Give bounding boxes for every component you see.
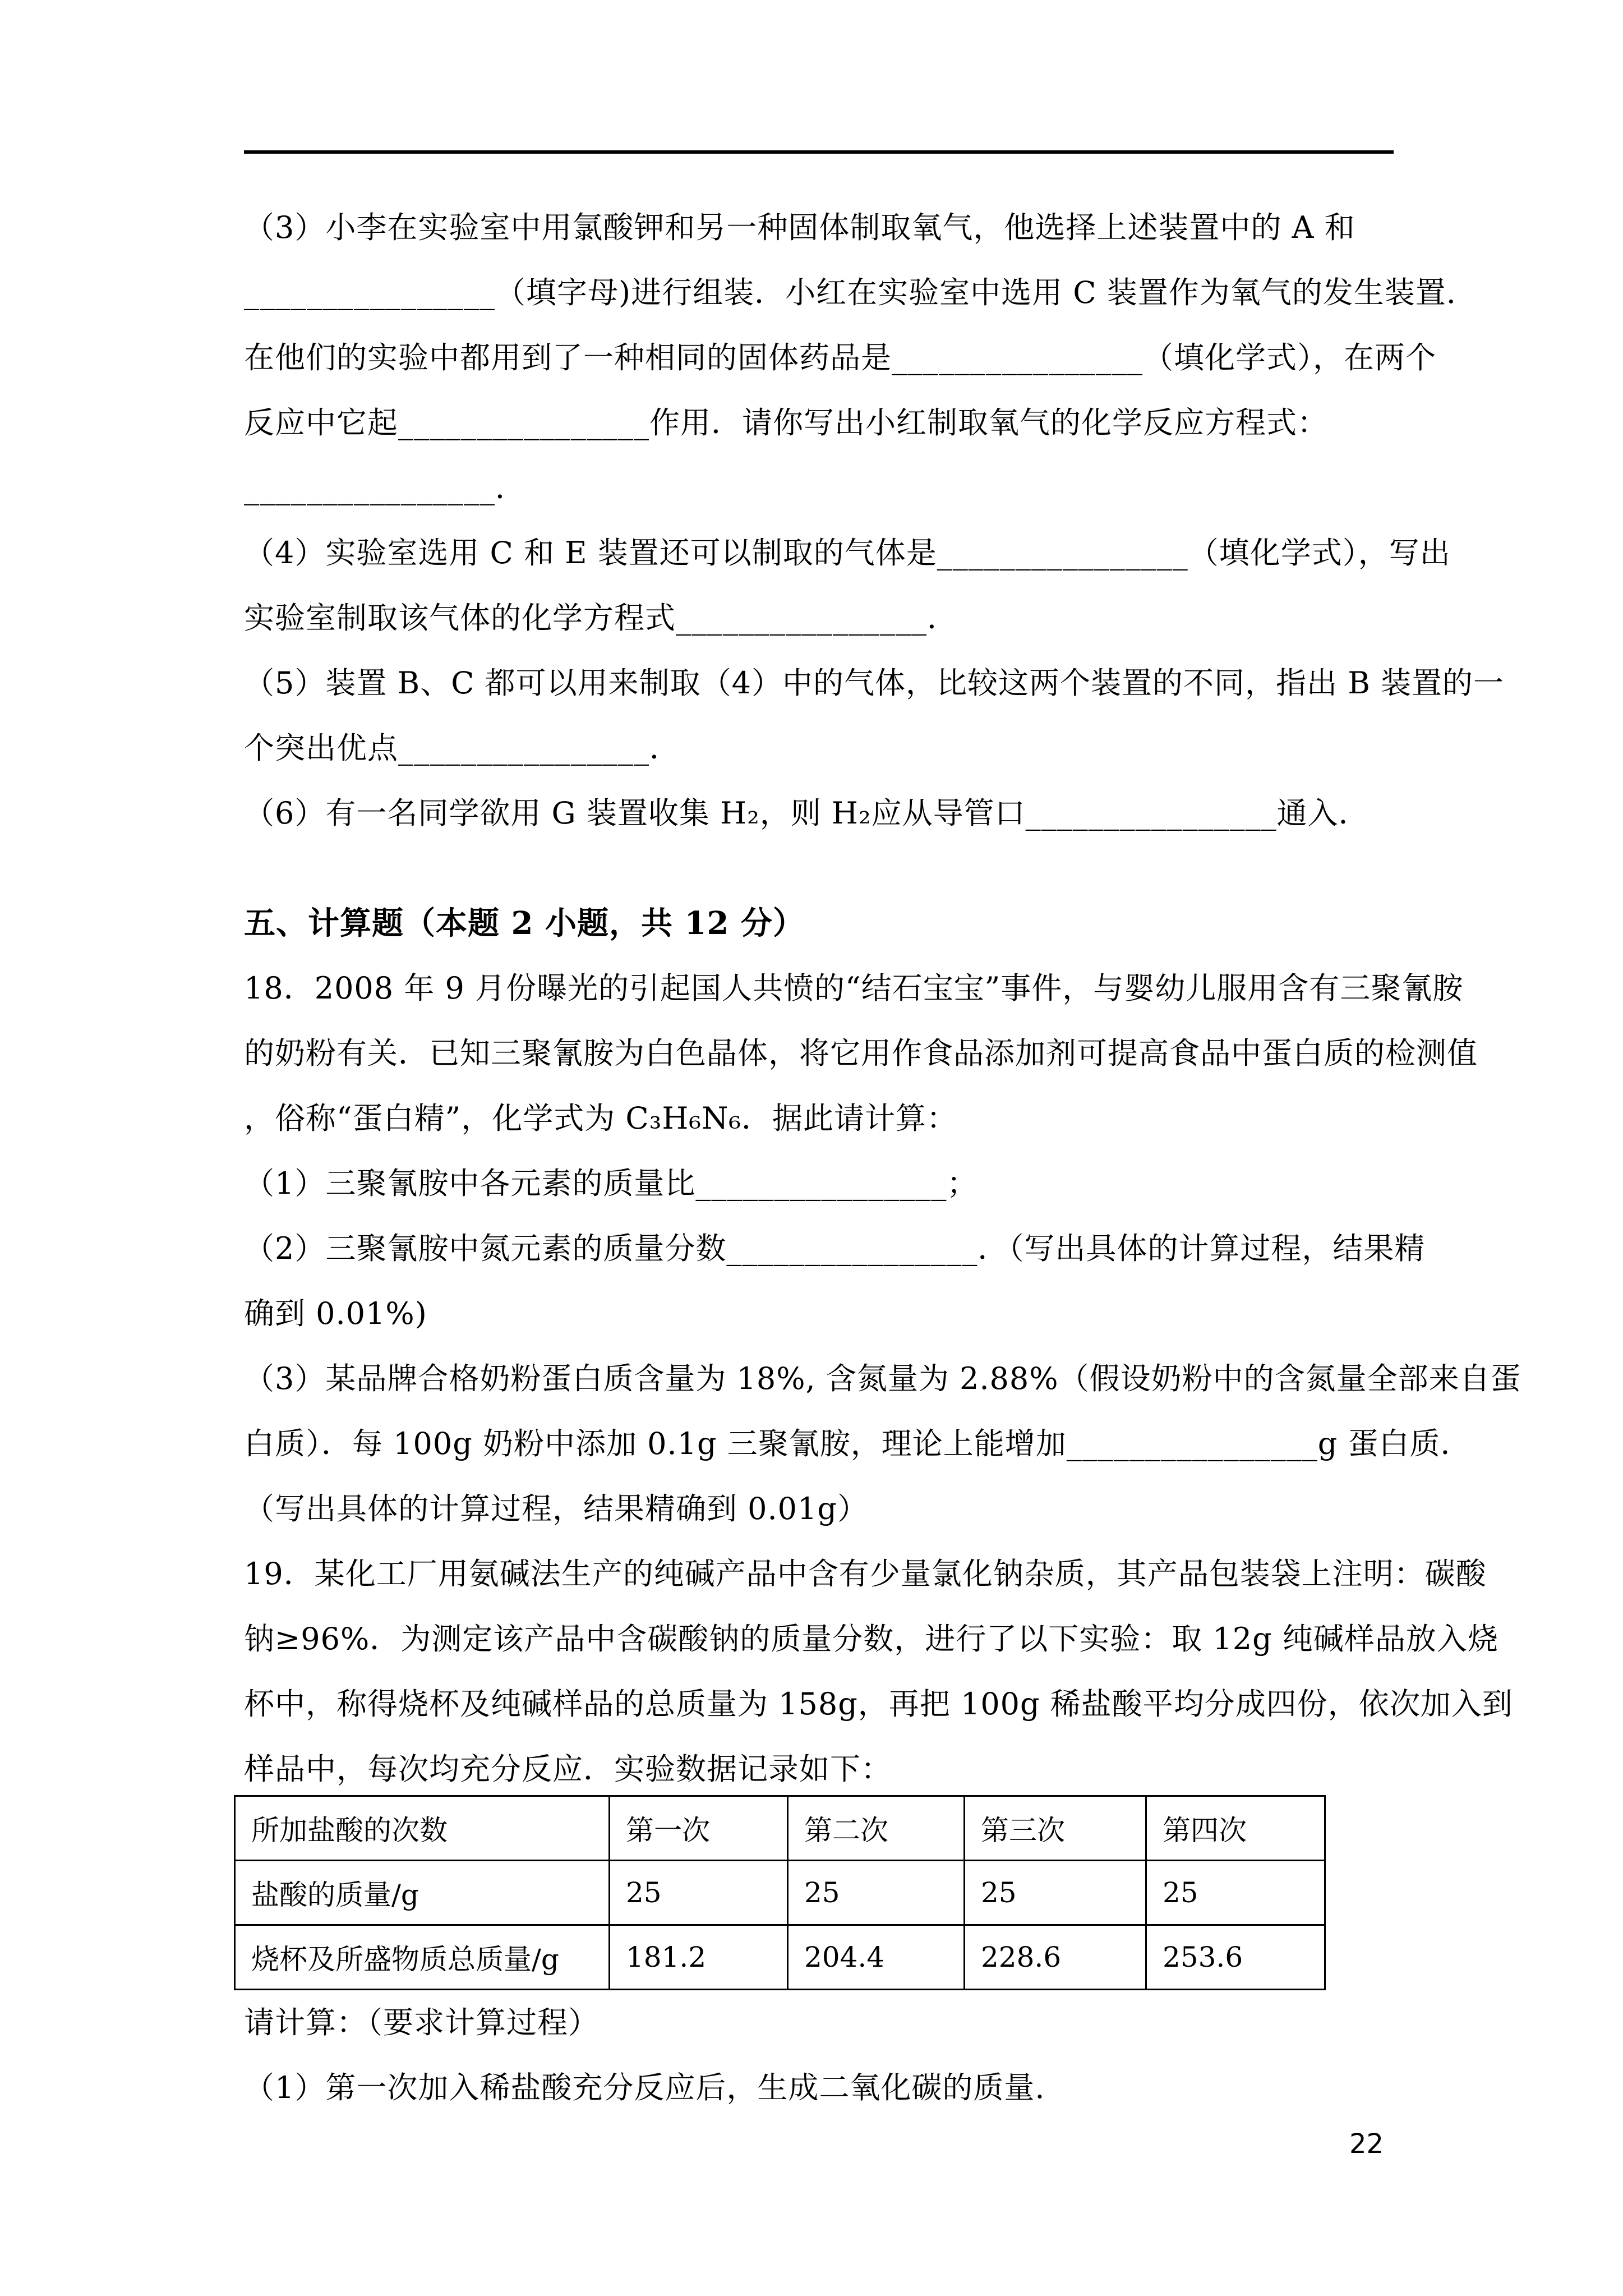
- q18-item3-line3: （写出具体的计算过程，结果精确到 0.01g）: [244, 1491, 868, 1526]
- table-row-total-mass: [235, 1925, 1325, 1990]
- table-header-trial1: 第一次: [610, 1796, 788, 1861]
- q18-item2-line2: 确到 0.01%): [244, 1296, 427, 1331]
- q19-line4: 样品中，每次均充分反应．实验数据记录如下：: [244, 1751, 892, 1787]
- table-header-trial4: 第四次: [1146, 1796, 1325, 1861]
- header-rule: [244, 150, 1394, 154]
- total-mass-2: 204.4: [788, 1925, 965, 1990]
- section5-heading: 五、计算题（本题 2 小题，共 12 分）: [244, 905, 805, 942]
- q17-item3-line3: 在他们的实验中都用到了一种相同的固体药品是________________（填化学式），在两个: [244, 340, 1436, 375]
- q17-item5-line2: 个突出优点________________．: [244, 730, 680, 766]
- q19-line3: 杯中，称得烧杯及纯碱样品的总质量为 158g，再把 100g 稀盐酸平均分成四份，依次加入到: [244, 1686, 1513, 1722]
- q17-item6-line1: （6）有一名同学欲用 G 装置收集 H₂，则 H₂应从导管口________________通入．: [244, 795, 1370, 831]
- experiment-data-table: [234, 1795, 1326, 1990]
- q17-item3-line4: 反应中它起________________作用．请你写出小红制取氧气的化学反应方程式：: [244, 405, 1328, 440]
- acid-mass-label: 盐酸的质量/g: [235, 1861, 610, 1925]
- acid-mass-2: 25: [788, 1861, 965, 1925]
- total-mass-3: 228.6: [965, 1925, 1146, 1990]
- q17-item4-line2: 实验室制取该气体的化学方程式________________．: [244, 600, 958, 636]
- q18-line2: 的奶粉有关．已知三聚氰胺为白色晶体，将它用作食品添加剂可提高食品中蛋白质的检测值: [244, 1036, 1478, 1071]
- q18-item2-line1: （2）三聚氰胺中氮元素的质量分数________________．（写出具体的计算过程，结果精: [244, 1231, 1426, 1266]
- q18-item3-line2: 白质）．每 100g 奶粉中添加 0.1g 三聚氰胺，理论上能增加________________g 蛋白质．: [244, 1426, 1472, 1461]
- page-content: [0, 150, 1623, 2120]
- q17-item5-line1: （5）装置 B、C 都可以用来制取（4）中的气体，比较这两个装置的不同，指出 B 装置的一: [244, 665, 1505, 701]
- table-header-row: [235, 1796, 1325, 1861]
- q18-item1: （1）三聚氰胺中各元素的质量比________________；: [244, 1166, 978, 1201]
- q17-item3-line2: ________________（填字母)进行组装．小红在实验室中选用 C 装置作为氧气的发生装置.: [244, 275, 1456, 310]
- total-mass-label: 烧杯及所盛物质总质量/g: [235, 1925, 610, 1990]
- q19-sub1: （1）第一次加入稀盐酸充分反应后，生成二氧化碳的质量.: [244, 2070, 1045, 2105]
- q17-item3-line5-blank: ________________．: [244, 470, 526, 505]
- total-mass-4: 253.6: [1146, 1925, 1325, 1990]
- q19-compute-note: 请计算：（要求计算过程）: [244, 2005, 599, 2040]
- q19-line1: 19．某化工厂用氨碱法生产的纯碱产品中含有少量氯化钠杂质，其产品包装袋上注明：碳酸: [244, 1556, 1487, 1591]
- acid-mass-3: 25: [965, 1861, 1146, 1925]
- table-row-acid-mass: [235, 1861, 1325, 1925]
- total-mass-1: 181.2: [610, 1925, 788, 1990]
- table-header-trial3: 第三次: [965, 1796, 1146, 1861]
- table-header-label: 所加盐酸的次数: [235, 1796, 610, 1861]
- q18-line3: ，俗称“蛋白精”，化学式为 C₃H₆N₆．据此请计算：: [244, 1101, 957, 1136]
- q19-line2: 钠≥96%．为测定该产品中含碳酸钠的质量分数，进行了以下实验：取 12g 纯碱样品放入烧: [244, 1621, 1498, 1657]
- q17-item3-line1: （3）小李在实验室中用氯酸钾和另一种固体制取氧气，他选择上述装置中的 A 和: [244, 210, 1355, 245]
- acid-mass-1: 25: [610, 1861, 788, 1925]
- q18-item3-line1: （3）某品牌合格奶粉蛋白质含量为 18%, 含氮量为 2.88%（假设奶粉中的含氮量全部来自蛋: [244, 1361, 1521, 1396]
- table-header-trial2: 第二次: [788, 1796, 965, 1861]
- page-number: 22: [1349, 2128, 1384, 2160]
- acid-mass-4: 25: [1146, 1861, 1325, 1925]
- q17-item4-line1: （4）实验室选用 C 和 E 装置还可以制取的气体是________________（填化学式），写出: [244, 535, 1451, 570]
- q18-line1: 18．2008 年 9 月份曝光的引起国人共愤的“结石宝宝”事件，与婴幼儿服用含有三聚氰胺: [244, 970, 1464, 1006]
